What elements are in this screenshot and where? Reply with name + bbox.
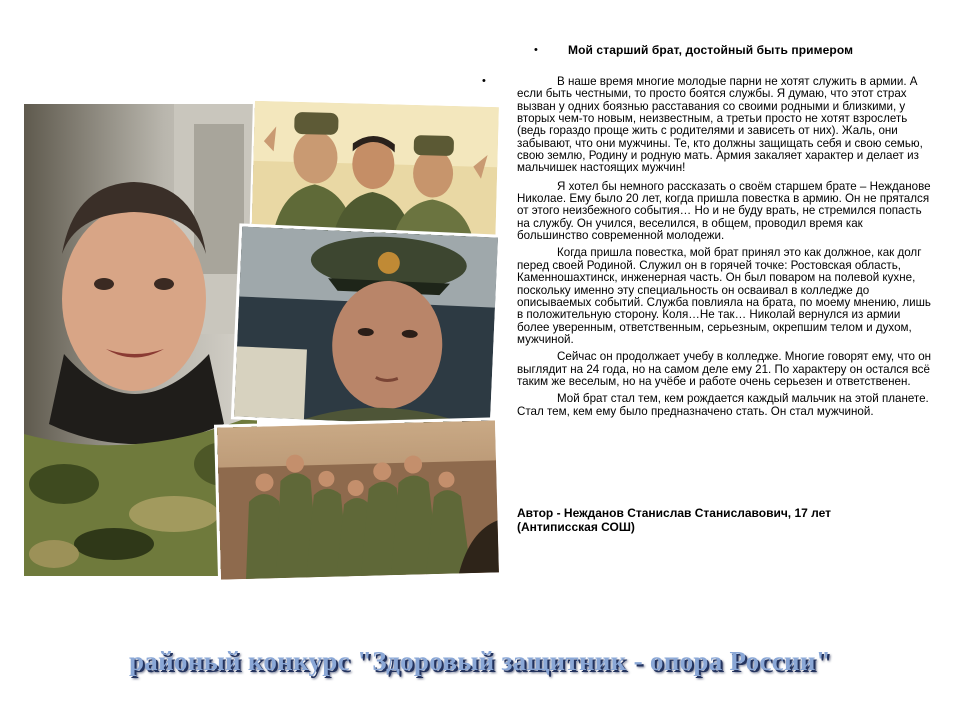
- paragraph: Мой брат стал тем, кем рождается каждый мальчик на этой планете. Стал тем, кем ему было предназначено стать. Он стал мужчиной.: [517, 392, 929, 418]
- paragraph: В наше время многие молодые парни не хотят служить в армии. А если быть честными, то просто боятся службы. Я думаю, что этот страх вызван у одних боязнью расставания со своими родными и близкими, у вторых чем-то новым, неизвестным, а третьи просто не хотят взрослеть (ведь гораздо проще жить с родителями и зависеть от них). Жаль, они забывают, что они мужчины. Те, кто должны защищать себя и свою семью, свою землю, Родину и родную мать. Армия закаляет характер и делает из мальчишек настоящих мужчин!: [517, 75, 923, 175]
- photo-soldier-cap: [234, 227, 498, 428]
- photo-group-field: [217, 420, 499, 579]
- paragraph: Я хотел бы немного рассказать о своём старшем брате – Нежданове Николае. Ему было 20 лет, когда пришла повестка в армию. Он не прятался от этого неизбежного события… Но и не буду врать, не стремился попасть на службу. Он учился, веселился, в общем, проводил время как большинство современной молодежи.: [517, 179, 931, 243]
- contest-title: районый конкурс "Здоровый защитник - опора России": [128, 646, 832, 676]
- article-body: [517, 76, 935, 423]
- paragraph: Сейчас он продолжает учебу в колледже. Многие говорят ему, что он выглядит на 24 года, но на самом деле ему 21. По характеру он остался всё таким же веселым, но на учёбе и работе очень серьезен и ответственен.: [517, 350, 932, 388]
- author-signature: Автор - Нежданов Станислав Станиславович, 17 лет (Антиписская СОШ): [517, 506, 832, 534]
- text-bullet: •: [482, 75, 486, 87]
- title-bullet: •: [534, 44, 538, 56]
- article-title: Мой старший брат, достойный быть примером: [568, 43, 854, 57]
- paragraph: Когда пришла повестка, мой брат принял это как должное, как долг перед своей Родиной. Служил он в горячей точке: Ростовская область, Каменношахтинск, инженерная часть. Он был поваром на полевой кухне, поскольку именно эту специальность он осваивал в колледже до описываемых событий. Служба повлияла на брата, по моему мнению, лишь в положительную сторону. Коля…Не так… Николай вернулся из армии более уверенным, ответственным, серьезным, окрепшим телом и духом, мужчиной.: [517, 246, 931, 346]
